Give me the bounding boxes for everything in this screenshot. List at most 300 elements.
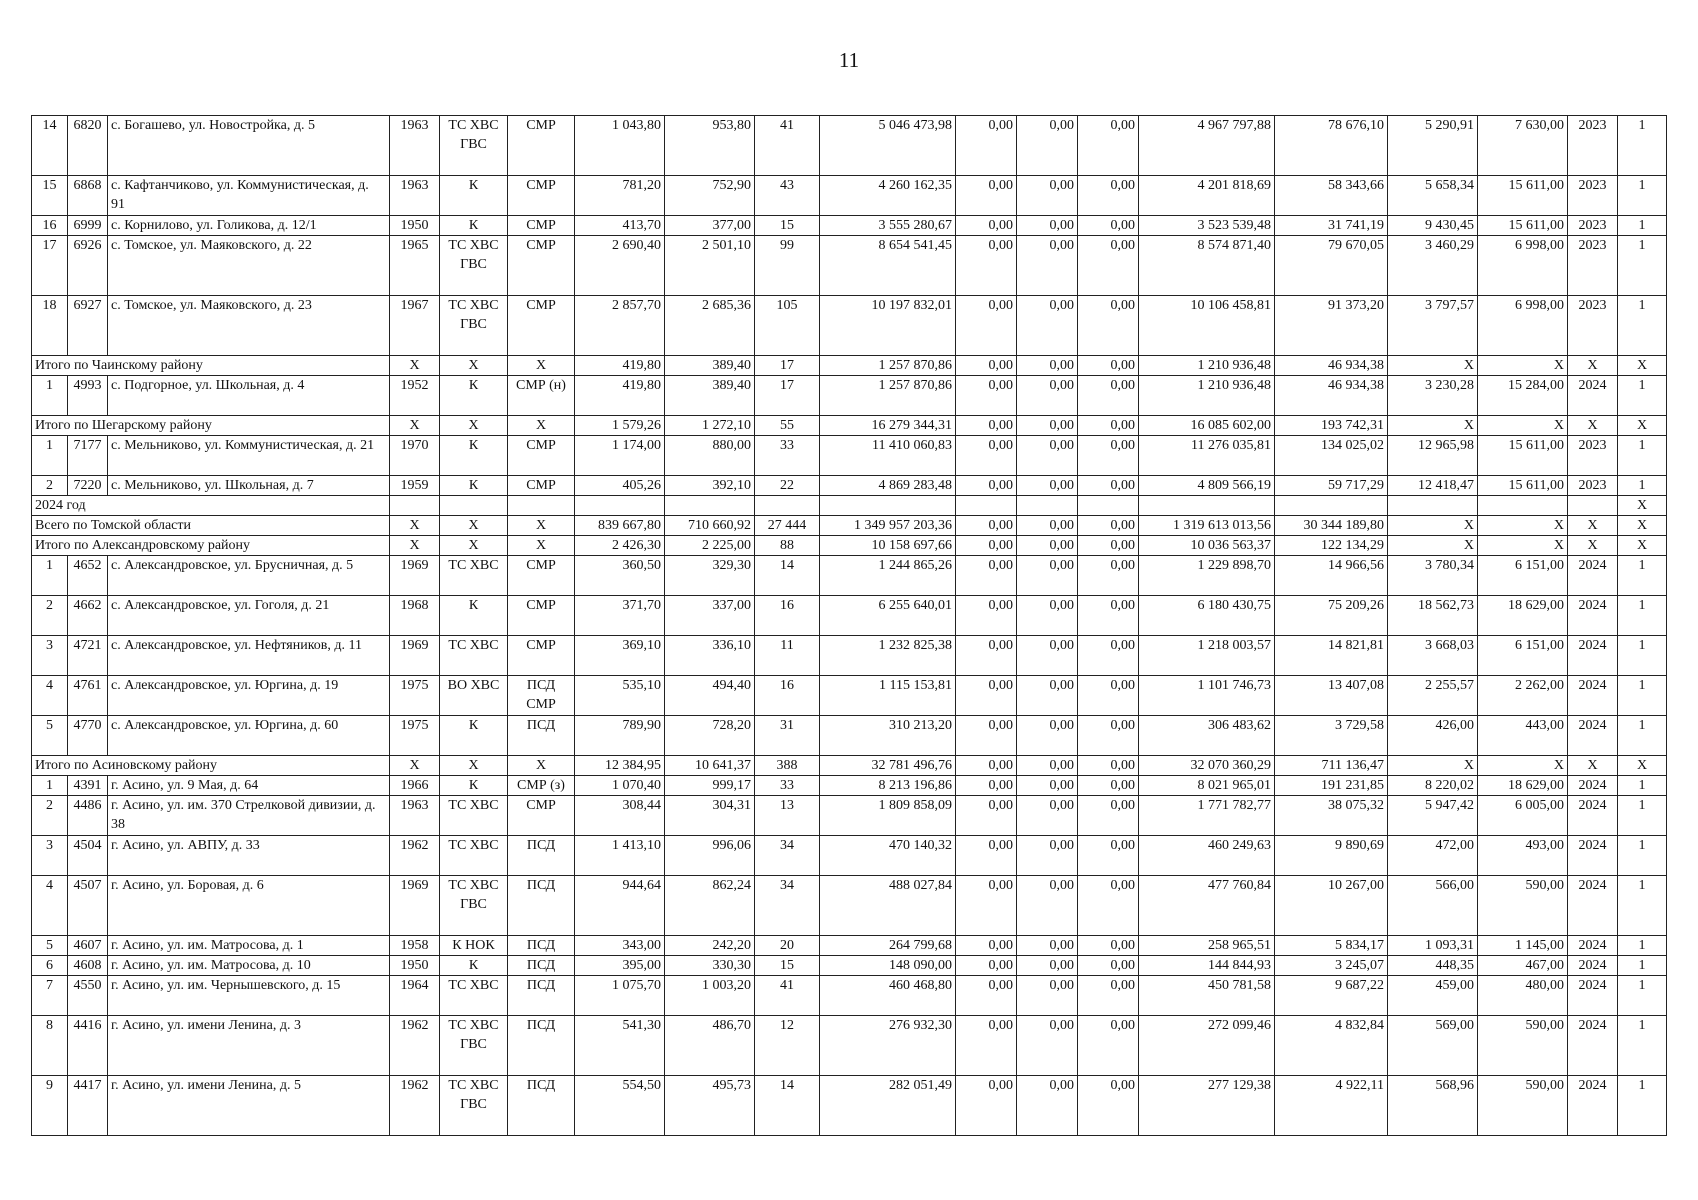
cell-work-kind: ПСД	[508, 936, 575, 956]
cell-build-year: 1966	[390, 776, 440, 796]
cell-fund-regional: 0,00	[1017, 476, 1078, 496]
cell-fund-federal: 0,00	[956, 536, 1017, 556]
cell-cost-total: 16 279 344,31	[820, 416, 956, 436]
cell-fund-municipal: 0,00	[1078, 216, 1139, 236]
cell-fund-municipal: 0,00	[1078, 676, 1139, 716]
cell-total-area: 371,70	[575, 596, 665, 636]
cell-house-id: 6999	[68, 216, 108, 236]
cell-fund-owners: 460 249,63	[1139, 836, 1275, 876]
cell-fund-federal: 0,00	[956, 936, 1017, 956]
cell-fund-municipal	[1078, 496, 1139, 516]
cell-unit-cost: 569,00	[1388, 1016, 1478, 1076]
table-row	[32, 676, 1667, 716]
cell-unit-cost: 566,00	[1388, 876, 1478, 936]
cell-living-area: 329,30	[665, 556, 755, 596]
cell-build-year: 1968	[390, 596, 440, 636]
cell-address: с. Богашево, ул. Новостройка, д. 5	[108, 116, 390, 176]
cell-living-area: 337,00	[665, 596, 755, 636]
cell-fund-owners: 1 229 898,70	[1139, 556, 1275, 596]
cell-work-type: К	[440, 476, 508, 496]
cell-fund-owners: 3 523 539,48	[1139, 216, 1275, 236]
cell-build-year: 1970	[390, 436, 440, 476]
cell-fund-federal: 0,00	[956, 236, 1017, 296]
cell-living-area: 495,73	[665, 1076, 755, 1136]
cell-fund-regional: 0,00	[1017, 796, 1078, 836]
cell-fund-municipal: 0,00	[1078, 936, 1139, 956]
cell-unit-cost-limit: 493,00	[1478, 836, 1568, 876]
cell-work-type: К	[440, 596, 508, 636]
cell-unit-cost: 12 965,98	[1388, 436, 1478, 476]
cell-house-id: 4504	[68, 836, 108, 876]
cell-unit-cost-limit: 18 629,00	[1478, 596, 1568, 636]
cell-unit-cost: 3 460,29	[1388, 236, 1478, 296]
table-row	[32, 716, 1667, 756]
table-row	[32, 436, 1667, 476]
cell-address: г. Асино, ул. Боровая, д. 6	[108, 876, 390, 936]
cell-row-number: 1	[32, 436, 68, 476]
cell-total-area	[575, 496, 665, 516]
cell-living-area: 10 641,37	[665, 756, 755, 776]
cell-work-kind: СМР	[508, 796, 575, 836]
cell-fund-regional: 0,00	[1017, 596, 1078, 636]
cell-fund-other: 122 134,29	[1275, 536, 1388, 556]
cell-method: 1	[1618, 956, 1667, 976]
cell-unit-cost-limit: X	[1478, 536, 1568, 556]
cell-total-area: 554,50	[575, 1076, 665, 1136]
cell-fund-other: 46 934,38	[1275, 356, 1388, 376]
cell-house-id: 6868	[68, 176, 108, 216]
cell-unit-cost: 8 220,02	[1388, 776, 1478, 796]
summary-label: Итого по Александровскому району	[32, 536, 390, 556]
cell-method: X	[1618, 756, 1667, 776]
cell-house-id: 4608	[68, 956, 108, 976]
cell-build-year: X	[390, 356, 440, 376]
cell-fund-federal: 0,00	[956, 1016, 1017, 1076]
cell-residents: 31	[755, 716, 820, 756]
cell-build-year: 1969	[390, 876, 440, 936]
cell-build-year: 1964	[390, 976, 440, 1016]
cell-row-number: 1	[32, 556, 68, 596]
cell-build-year: 1963	[390, 116, 440, 176]
cell-unit-cost: X	[1388, 756, 1478, 776]
cell-cost-total: 6 255 640,01	[820, 596, 956, 636]
cell-row-number: 2	[32, 796, 68, 836]
cell-fund-regional: 0,00	[1017, 836, 1078, 876]
cell-unit-cost: 5 658,34	[1388, 176, 1478, 216]
cell-total-area: 541,30	[575, 1016, 665, 1076]
cell-unit-cost-limit: 6 151,00	[1478, 636, 1568, 676]
cell-fund-municipal: 0,00	[1078, 716, 1139, 756]
cell-fund-municipal: 0,00	[1078, 956, 1139, 976]
cell-fund-owners: 272 099,46	[1139, 1016, 1275, 1076]
cell-plan-year: 2024	[1568, 956, 1618, 976]
cell-cost-total: 460 468,80	[820, 976, 956, 1016]
cell-residents: 15	[755, 956, 820, 976]
cell-row-number: 5	[32, 716, 68, 756]
table-row	[32, 236, 1667, 296]
cell-fund-owners: 8 021 965,01	[1139, 776, 1275, 796]
cell-house-id: 4486	[68, 796, 108, 836]
cell-method: 1	[1618, 876, 1667, 936]
cell-fund-municipal: 0,00	[1078, 296, 1139, 356]
cell-work-kind: СМР	[508, 636, 575, 676]
cell-house-id: 4721	[68, 636, 108, 676]
cell-unit-cost: X	[1388, 416, 1478, 436]
cell-address: с. Мельниково, ул. Школьная, д. 7	[108, 476, 390, 496]
cell-unit-cost: 448,35	[1388, 956, 1478, 976]
cell-plan-year: 2024	[1568, 376, 1618, 416]
cell-fund-regional: 0,00	[1017, 356, 1078, 376]
cell-house-id: 4761	[68, 676, 108, 716]
cell-method: 1	[1618, 1076, 1667, 1136]
cell-method: X	[1618, 416, 1667, 436]
cell-total-area: 1 174,00	[575, 436, 665, 476]
cell-fund-regional: 0,00	[1017, 176, 1078, 216]
cell-plan-year: X	[1568, 536, 1618, 556]
cell-fund-municipal: 0,00	[1078, 776, 1139, 796]
cell-method: 1	[1618, 556, 1667, 596]
cell-fund-other: 58 343,66	[1275, 176, 1388, 216]
cell-fund-municipal: 0,00	[1078, 756, 1139, 776]
table-row	[32, 936, 1667, 956]
cell-row-number: 18	[32, 296, 68, 356]
cell-unit-cost: 459,00	[1388, 976, 1478, 1016]
cell-fund-municipal: 0,00	[1078, 976, 1139, 1016]
table-row	[32, 216, 1667, 236]
cell-row-number: 1	[32, 776, 68, 796]
cell-method: 1	[1618, 596, 1667, 636]
cell-address: с. Александровское, ул. Гоголя, д. 21	[108, 596, 390, 636]
cell-work-type: X	[440, 516, 508, 536]
cell-unit-cost: 426,00	[1388, 716, 1478, 756]
cell-build-year: 1967	[390, 296, 440, 356]
cell-fund-owners: 6 180 430,75	[1139, 596, 1275, 636]
cell-fund-regional: 0,00	[1017, 976, 1078, 1016]
cell-fund-municipal: 0,00	[1078, 536, 1139, 556]
cell-fund-owners: 144 844,93	[1139, 956, 1275, 976]
cell-fund-other: 193 742,31	[1275, 416, 1388, 436]
cell-fund-owners: 306 483,62	[1139, 716, 1275, 756]
cell-house-id: 4417	[68, 1076, 108, 1136]
cell-cost-total: 10 158 697,66	[820, 536, 956, 556]
cell-residents: 13	[755, 796, 820, 836]
cell-row-number: 6	[32, 956, 68, 976]
cell-cost-total: 1 809 858,09	[820, 796, 956, 836]
cell-living-area: 862,24	[665, 876, 755, 936]
cell-fund-municipal: 0,00	[1078, 556, 1139, 596]
cell-fund-owners: 1 210 936,48	[1139, 356, 1275, 376]
cell-unit-cost-limit: 590,00	[1478, 1016, 1568, 1076]
cell-cost-total: 1 257 870,86	[820, 376, 956, 416]
summary-row	[32, 496, 1667, 516]
cell-living-area: 710 660,92	[665, 516, 755, 536]
cell-work-type: X	[440, 536, 508, 556]
cell-plan-year: 2023	[1568, 296, 1618, 356]
cell-fund-municipal: 0,00	[1078, 176, 1139, 216]
cell-fund-other: 59 717,29	[1275, 476, 1388, 496]
cell-fund-other: 191 231,85	[1275, 776, 1388, 796]
cell-build-year: 1969	[390, 556, 440, 596]
cell-method: 1	[1618, 476, 1667, 496]
cell-work-kind: ПСД	[508, 716, 575, 756]
cell-build-year: 1975	[390, 676, 440, 716]
cell-work-type: К	[440, 376, 508, 416]
cell-total-area: 413,70	[575, 216, 665, 236]
cell-row-number: 17	[32, 236, 68, 296]
cell-fund-owners: 4 809 566,19	[1139, 476, 1275, 496]
cell-build-year: 1952	[390, 376, 440, 416]
cell-work-kind: X	[508, 516, 575, 536]
cell-living-area: 2 685,36	[665, 296, 755, 356]
cell-work-kind: СМР	[508, 476, 575, 496]
cell-work-kind: X	[508, 416, 575, 436]
cell-fund-other: 3 729,58	[1275, 716, 1388, 756]
cell-total-area: 369,10	[575, 636, 665, 676]
cell-fund-federal: 0,00	[956, 876, 1017, 936]
cell-residents	[755, 496, 820, 516]
cell-house-id: 6820	[68, 116, 108, 176]
table-row	[32, 836, 1667, 876]
program-table	[31, 115, 1667, 1136]
cell-fund-federal: 0,00	[956, 116, 1017, 176]
cell-fund-federal: 0,00	[956, 836, 1017, 876]
cell-fund-other: 38 075,32	[1275, 796, 1388, 836]
cell-fund-regional: 0,00	[1017, 756, 1078, 776]
cell-address: г. Асино, ул. имени Ленина, д. 5	[108, 1076, 390, 1136]
cell-cost-total: 470 140,32	[820, 836, 956, 876]
cell-address: с. Томское, ул. Маяковского, д. 22	[108, 236, 390, 296]
cell-fund-regional: 0,00	[1017, 436, 1078, 476]
cell-work-kind: X	[508, 756, 575, 776]
cell-fund-regional: 0,00	[1017, 376, 1078, 416]
cell-build-year: X	[390, 536, 440, 556]
cell-unit-cost: 3 230,28	[1388, 376, 1478, 416]
cell-unit-cost: X	[1388, 356, 1478, 376]
cell-build-year: X	[390, 516, 440, 536]
table-body	[32, 116, 1667, 1136]
cell-total-area: 360,50	[575, 556, 665, 596]
cell-fund-federal: 0,00	[956, 676, 1017, 716]
cell-fund-federal: 0,00	[956, 356, 1017, 376]
cell-house-id: 7177	[68, 436, 108, 476]
cell-fund-owners: 32 070 360,29	[1139, 756, 1275, 776]
cell-address: с. Томское, ул. Маяковского, д. 23	[108, 296, 390, 356]
cell-fund-regional: 0,00	[1017, 776, 1078, 796]
cell-living-area: 494,40	[665, 676, 755, 716]
cell-work-kind: СМР	[508, 116, 575, 176]
cell-work-kind: ПСД	[508, 876, 575, 936]
cell-fund-federal: 0,00	[956, 796, 1017, 836]
cell-living-area: 389,40	[665, 376, 755, 416]
page-number: 11	[838, 48, 860, 72]
cell-fund-owners: 1 771 782,77	[1139, 796, 1275, 836]
cell-plan-year: X	[1568, 356, 1618, 376]
cell-row-number: 1	[32, 376, 68, 416]
cell-cost-total: 32 781 496,76	[820, 756, 956, 776]
cell-living-area: 752,90	[665, 176, 755, 216]
cell-row-number: 3	[32, 636, 68, 676]
table-row	[32, 636, 1667, 676]
cell-cost-total: 1 244 865,26	[820, 556, 956, 596]
cell-build-year: 1963	[390, 176, 440, 216]
cell-fund-regional: 0,00	[1017, 116, 1078, 176]
cell-cost-total: 310 213,20	[820, 716, 956, 756]
cell-residents: 22	[755, 476, 820, 496]
cell-work-kind: ПСД	[508, 836, 575, 876]
cell-plan-year: 2024	[1568, 776, 1618, 796]
cell-build-year: 1962	[390, 1016, 440, 1076]
cell-cost-total: 5 046 473,98	[820, 116, 956, 176]
cell-unit-cost: 3 780,34	[1388, 556, 1478, 596]
table-row	[32, 976, 1667, 1016]
cell-fund-federal: 0,00	[956, 476, 1017, 496]
cell-house-id: 4652	[68, 556, 108, 596]
cell-residents: 388	[755, 756, 820, 776]
cell-work-kind: СМР	[508, 596, 575, 636]
cell-house-id: 7220	[68, 476, 108, 496]
cell-work-type: ТС ХВС ГВС	[440, 876, 508, 936]
cell-fund-owners: 277 129,38	[1139, 1076, 1275, 1136]
cell-fund-owners: 258 965,51	[1139, 936, 1275, 956]
cell-fund-other: 79 670,05	[1275, 236, 1388, 296]
cell-total-area: 1 070,40	[575, 776, 665, 796]
cell-fund-municipal: 0,00	[1078, 876, 1139, 936]
cell-row-number: 3	[32, 836, 68, 876]
cell-cost-total: 1 257 870,86	[820, 356, 956, 376]
cell-living-area: 336,10	[665, 636, 755, 676]
cell-method: 1	[1618, 296, 1667, 356]
cell-method: 1	[1618, 776, 1667, 796]
cell-work-kind: СМР (н)	[508, 376, 575, 416]
cell-address: г. Асино, ул. имени Ленина, д. 3	[108, 1016, 390, 1076]
cell-work-kind: X	[508, 356, 575, 376]
cell-fund-other: 30 344 189,80	[1275, 516, 1388, 536]
cell-living-area: 389,40	[665, 356, 755, 376]
cell-living-area: 330,30	[665, 956, 755, 976]
cell-row-number: 7	[32, 976, 68, 1016]
cell-fund-municipal: 0,00	[1078, 116, 1139, 176]
cell-row-number: 2	[32, 476, 68, 496]
cell-fund-federal: 0,00	[956, 516, 1017, 536]
cell-fund-other: 14 821,81	[1275, 636, 1388, 676]
cell-work-type: К	[440, 216, 508, 236]
cell-cost-total	[820, 496, 956, 516]
cell-work-type: ТС ХВС	[440, 976, 508, 1016]
cell-plan-year: X	[1568, 756, 1618, 776]
cell-residents: 33	[755, 776, 820, 796]
cell-unit-cost-limit: X	[1478, 516, 1568, 536]
cell-fund-municipal: 0,00	[1078, 416, 1139, 436]
cell-unit-cost	[1388, 496, 1478, 516]
summary-label: Итого по Асиновскому району	[32, 756, 390, 776]
cell-work-kind: ПСД	[508, 956, 575, 976]
cell-method: 1	[1618, 116, 1667, 176]
cell-house-id: 4607	[68, 936, 108, 956]
cell-unit-cost-limit: 6 998,00	[1478, 236, 1568, 296]
cell-work-type: К НОК	[440, 936, 508, 956]
cell-fund-regional: 0,00	[1017, 1016, 1078, 1076]
cell-address: г. Асино, ул. им. Матросова, д. 10	[108, 956, 390, 976]
cell-unit-cost-limit: 15 611,00	[1478, 176, 1568, 216]
cell-residents: 43	[755, 176, 820, 216]
cell-fund-other: 31 741,19	[1275, 216, 1388, 236]
cell-fund-owners: 1 319 613 013,56	[1139, 516, 1275, 536]
cell-address: г. Асино, ул. АВПУ, д. 33	[108, 836, 390, 876]
cell-cost-total: 276 932,30	[820, 1016, 956, 1076]
cell-plan-year: 2024	[1568, 796, 1618, 836]
cell-work-type: ВО ХВС	[440, 676, 508, 716]
cell-unit-cost: 568,96	[1388, 1076, 1478, 1136]
cell-plan-year: 2023	[1568, 476, 1618, 496]
cell-unit-cost: 2 255,57	[1388, 676, 1478, 716]
cell-fund-regional: 0,00	[1017, 936, 1078, 956]
cell-fund-municipal: 0,00	[1078, 436, 1139, 476]
cell-fund-owners: 1 210 936,48	[1139, 376, 1275, 416]
cell-total-area: 1 413,10	[575, 836, 665, 876]
cell-work-type: ТС ХВС	[440, 836, 508, 876]
cell-build-year: 1958	[390, 936, 440, 956]
summary-row	[32, 416, 1667, 436]
summary-label: Итого по Чаинскому району	[32, 356, 390, 376]
summary-row	[32, 516, 1667, 536]
cell-fund-owners: 1 218 003,57	[1139, 636, 1275, 676]
cell-work-type: ТС ХВС ГВС	[440, 296, 508, 356]
table-row	[32, 776, 1667, 796]
cell-method: 1	[1618, 936, 1667, 956]
cell-unit-cost-limit: 6 005,00	[1478, 796, 1568, 836]
cell-method: X	[1618, 356, 1667, 376]
cell-unit-cost-limit: X	[1478, 416, 1568, 436]
cell-residents: 34	[755, 876, 820, 936]
cell-fund-municipal: 0,00	[1078, 476, 1139, 496]
cell-house-id: 6927	[68, 296, 108, 356]
cell-plan-year: 2024	[1568, 1016, 1618, 1076]
cell-plan-year: 2023	[1568, 176, 1618, 216]
cell-fund-municipal: 0,00	[1078, 236, 1139, 296]
cell-fund-regional: 0,00	[1017, 876, 1078, 936]
cell-fund-other: 75 209,26	[1275, 596, 1388, 636]
cell-work-type: К	[440, 776, 508, 796]
cell-work-type: ТС ХВС	[440, 636, 508, 676]
cell-living-area: 1 003,20	[665, 976, 755, 1016]
cell-build-year: 1959	[390, 476, 440, 496]
cell-plan-year: 2024	[1568, 876, 1618, 936]
cell-fund-other	[1275, 496, 1388, 516]
cell-fund-federal: 0,00	[956, 776, 1017, 796]
cell-fund-other: 4 922,11	[1275, 1076, 1388, 1136]
cell-build-year: X	[390, 756, 440, 776]
cell-plan-year	[1568, 496, 1618, 516]
cell-fund-regional: 0,00	[1017, 956, 1078, 976]
cell-build-year: 1965	[390, 236, 440, 296]
cell-work-type: ТС ХВС ГВС	[440, 236, 508, 296]
cell-cost-total: 3 555 280,67	[820, 216, 956, 236]
cell-fund-regional: 0,00	[1017, 236, 1078, 296]
cell-row-number: 15	[32, 176, 68, 216]
summary-row	[32, 536, 1667, 556]
cell-total-area: 419,80	[575, 356, 665, 376]
cell-total-area: 781,20	[575, 176, 665, 216]
cell-fund-municipal: 0,00	[1078, 1016, 1139, 1076]
cell-fund-federal: 0,00	[956, 1076, 1017, 1136]
cell-unit-cost: 9 430,45	[1388, 216, 1478, 236]
cell-fund-regional: 0,00	[1017, 216, 1078, 236]
cell-residents: 88	[755, 536, 820, 556]
cell-residents: 14	[755, 1076, 820, 1136]
cell-residents: 55	[755, 416, 820, 436]
cell-work-kind: СМР	[508, 216, 575, 236]
cell-method: 1	[1618, 1016, 1667, 1076]
